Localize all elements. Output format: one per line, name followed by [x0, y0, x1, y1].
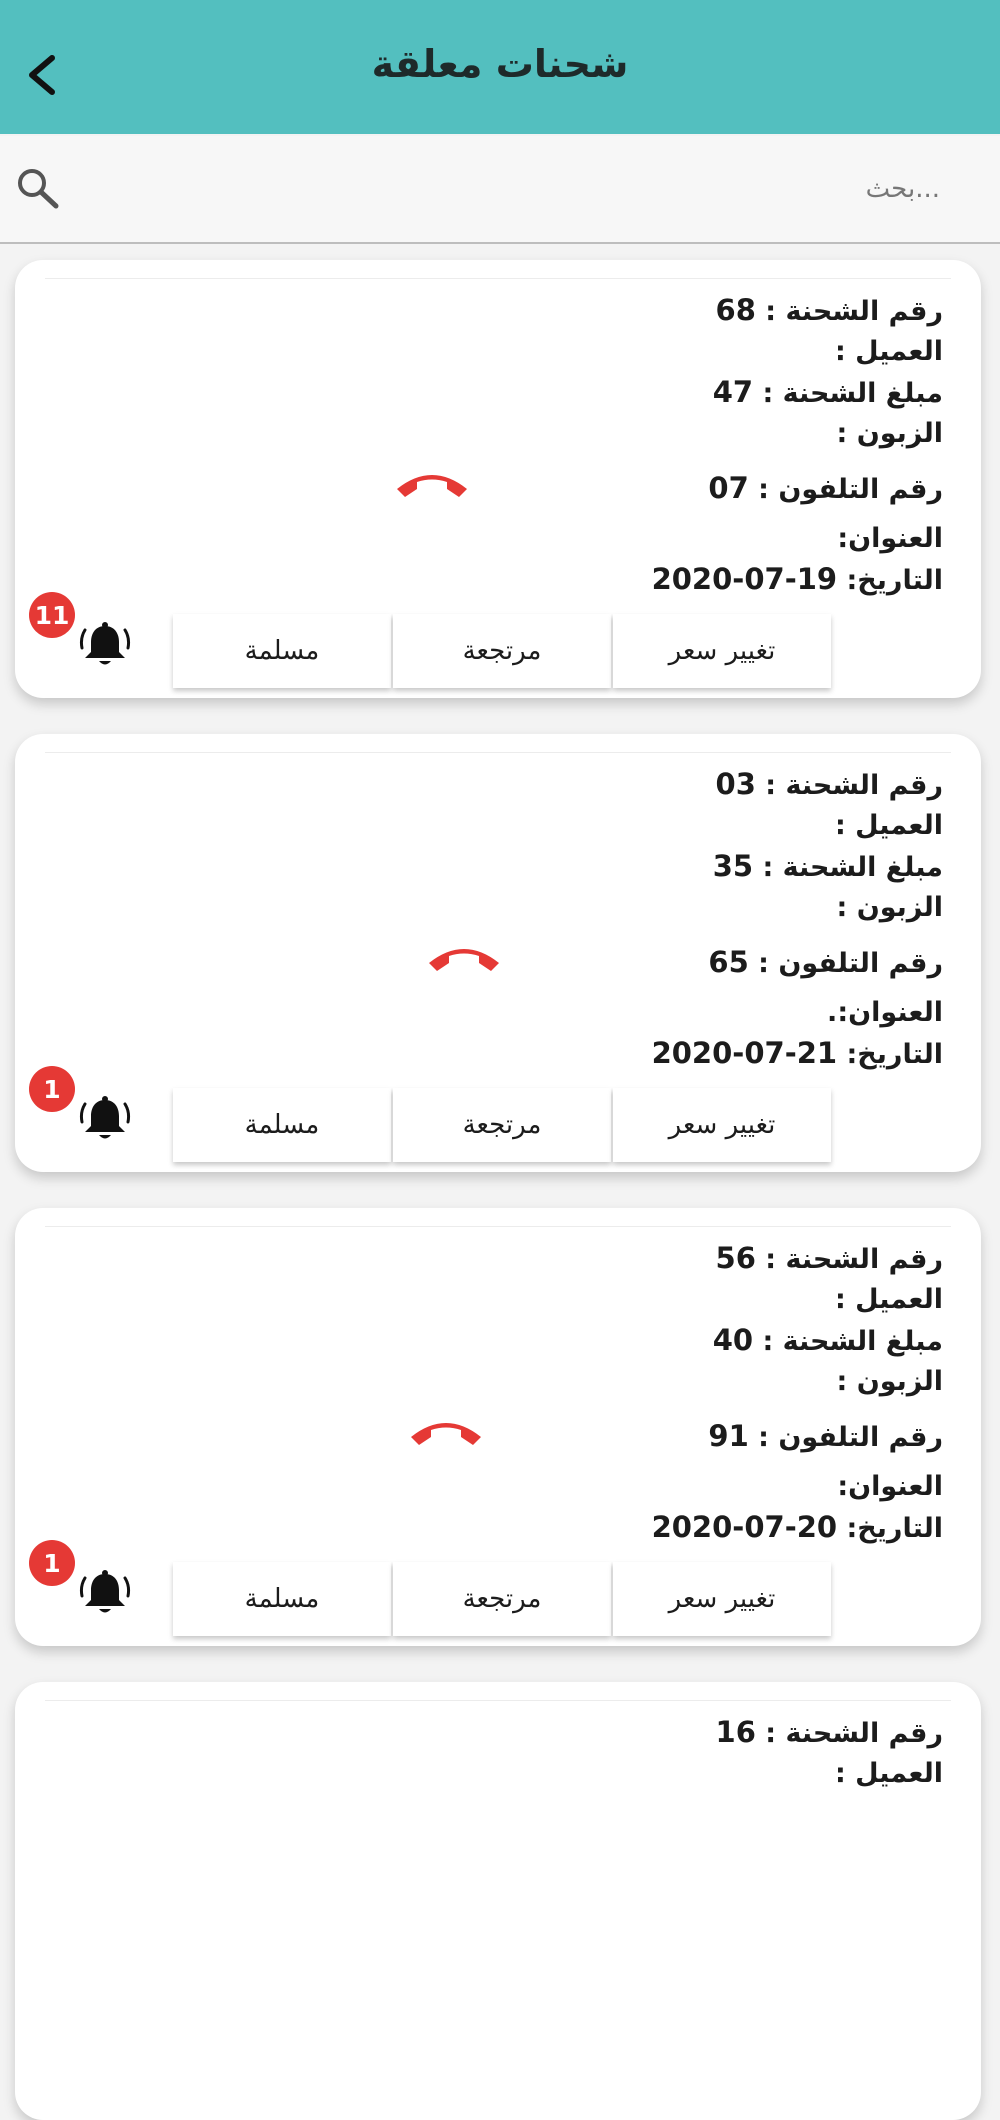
- amount-label: مبلغ الشحنة :: [762, 852, 943, 883]
- client-label: العميل :: [834, 810, 943, 841]
- client-row: [343, 805, 943, 846]
- amount-row: [343, 846, 943, 887]
- date-value: 21-07-2020: [651, 1036, 838, 1070]
- shipment-number-value: 56: [715, 1241, 756, 1275]
- shipment-number-row: [343, 1238, 943, 1279]
- customer-row: [343, 413, 943, 454]
- client-row: [343, 1753, 943, 1794]
- shipment-number-label: رقم الشحنة :: [765, 1718, 943, 1749]
- date-row: [343, 1033, 943, 1074]
- amount-value: 35: [712, 849, 754, 883]
- date-row: [343, 1507, 943, 1548]
- shipment-number-row: [343, 764, 943, 805]
- address-row: [343, 1466, 943, 1507]
- amount-label: مبلغ الشحنة :: [762, 1326, 943, 1357]
- bell-ring-icon[interactable]: [77, 1094, 133, 1144]
- address-label: العنوان:: [837, 997, 943, 1028]
- phone-label: رقم التلفون :: [758, 1422, 943, 1453]
- shipment-info: [343, 290, 943, 600]
- change-price-button[interactable]: تغيير سعر: [613, 1562, 831, 1636]
- date-label: التاريخ:: [846, 1039, 943, 1070]
- customer-row: [343, 1361, 943, 1402]
- card-divider: [45, 752, 951, 753]
- shipment-number-value: 68: [715, 293, 756, 327]
- card-actions: [173, 614, 833, 688]
- shipment-info: [343, 1712, 943, 1794]
- phone-hangup-icon[interactable]: [407, 1417, 485, 1447]
- phone-value: 91: [708, 1419, 749, 1453]
- search-icon[interactable]: [14, 166, 62, 210]
- customer-label: الزبون :: [836, 1366, 943, 1397]
- page-title: شحنات معلقة: [371, 42, 629, 86]
- bell-ring-icon[interactable]: [77, 1568, 133, 1618]
- bell-ring-icon[interactable]: [77, 620, 133, 670]
- phone-label: رقم التلفون :: [758, 474, 943, 505]
- shipment-number-label: رقم الشحنة :: [765, 296, 943, 327]
- date-row: [343, 559, 943, 600]
- notification-badge: 11: [29, 592, 75, 638]
- shipment-info: [343, 1238, 943, 1548]
- card-divider: [45, 278, 951, 279]
- phone-label: رقم التلفون :: [758, 948, 943, 979]
- amount-row: [343, 1320, 943, 1361]
- shipment-card: [15, 1682, 981, 2120]
- shipment-number-label: رقم الشحنة :: [765, 1244, 943, 1275]
- shipment-card: [15, 1208, 981, 1646]
- phone-hangup-icon[interactable]: [393, 469, 471, 499]
- shipment-card: [15, 734, 981, 1172]
- card-divider: [45, 1700, 951, 1701]
- client-label: العميل :: [834, 1758, 943, 1789]
- amount-value: 40: [712, 1323, 754, 1357]
- delivered-button[interactable]: مسلمة: [173, 1088, 391, 1162]
- client-label: العميل :: [834, 1284, 943, 1315]
- amount-label: مبلغ الشحنة :: [762, 378, 943, 409]
- card-actions: [173, 1088, 833, 1162]
- returned-button[interactable]: مرتجعة: [393, 614, 611, 688]
- date-label: التاريخ:: [846, 565, 943, 596]
- address-row: [343, 518, 943, 559]
- change-price-button[interactable]: تغيير سعر: [613, 614, 831, 688]
- delivered-button[interactable]: مسلمة: [173, 1562, 391, 1636]
- shipment-number-row: [343, 1712, 943, 1753]
- card-divider: [45, 1226, 951, 1227]
- date-label: التاريخ:: [846, 1513, 943, 1544]
- date-value: 19-07-2020: [651, 562, 838, 596]
- app-bar: [0, 0, 1000, 134]
- shipment-card: [15, 260, 981, 698]
- client-row: [343, 1279, 943, 1320]
- change-price-button[interactable]: تغيير سعر: [613, 1088, 831, 1162]
- address-label: العنوان:: [837, 1471, 943, 1502]
- search-input[interactable]: [158, 164, 942, 214]
- customer-label: الزبون :: [836, 892, 943, 923]
- address-value: .: [827, 997, 838, 1028]
- notification-badge: 1: [29, 1066, 75, 1112]
- client-label: العميل :: [834, 336, 943, 367]
- returned-button[interactable]: مرتجعة: [393, 1088, 611, 1162]
- delivered-button[interactable]: مسلمة: [173, 614, 391, 688]
- amount-value: 47: [712, 375, 754, 409]
- returned-button[interactable]: مرتجعة: [393, 1562, 611, 1636]
- phone-value: 07: [708, 471, 749, 505]
- customer-label: الزبون :: [836, 418, 943, 449]
- address-label: العنوان:: [837, 523, 943, 554]
- date-value: 20-07-2020: [651, 1510, 838, 1544]
- phone-value: 65: [708, 945, 749, 979]
- address-row: [343, 992, 943, 1033]
- card-actions: [173, 1562, 833, 1636]
- shipment-info: [343, 764, 943, 1074]
- customer-row: [343, 887, 943, 928]
- shipment-number-value: 16: [715, 1715, 756, 1749]
- notification-badge: 1: [29, 1540, 75, 1586]
- shipment-number-value: 03: [715, 767, 756, 801]
- amount-row: [343, 372, 943, 413]
- client-row: [343, 331, 943, 372]
- shipment-number-row: [343, 290, 943, 331]
- shipment-number-label: رقم الشحنة :: [765, 770, 943, 801]
- phone-hangup-icon[interactable]: [425, 943, 503, 973]
